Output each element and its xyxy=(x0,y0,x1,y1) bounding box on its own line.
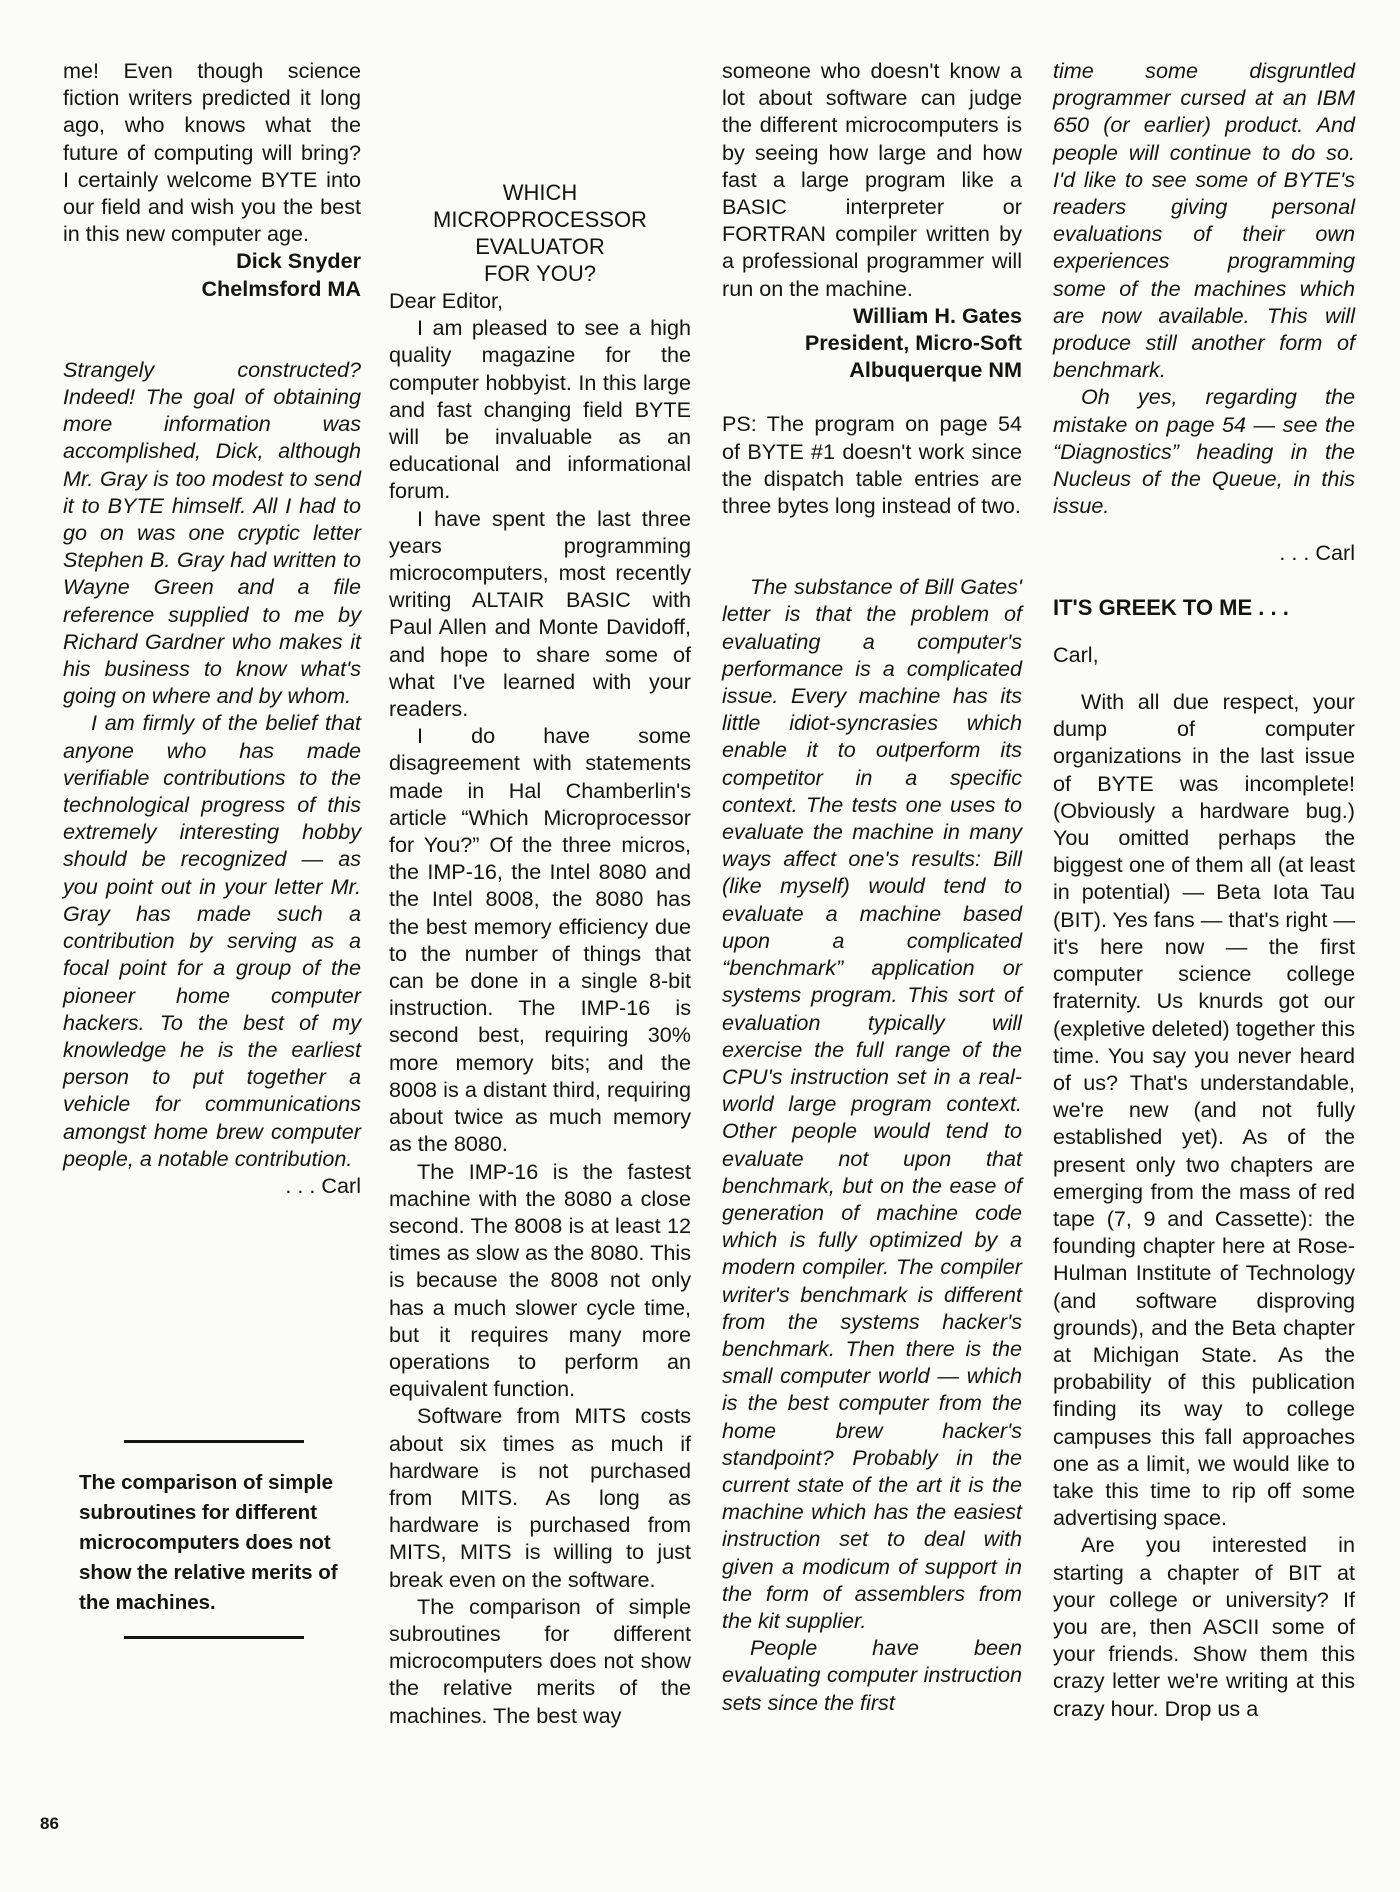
letter-paragraph: someone who doesn't know a lot about software can judge the different microcomputers is by seeing how large and how fast a large program like a BASIC interpreter or FORTRAN compiler written by a professional programmer will run on the machine. xyxy=(722,58,1022,301)
editor-reply-paragraph: time some disgruntled programmer cursed at an IBM 650 (or earlier) product. And people will continue to do so. I'd like to see some of BYTE's readers giving personal evaluations of their own experiences programming some of the machines which are now available. This will produce still another form of benchmark. xyxy=(1053,58,1355,383)
signature-dick-snyder xyxy=(63,247,361,301)
salutation: Carl, xyxy=(1053,641,1099,667)
column-4 xyxy=(1053,57,1355,1722)
signature-location: Chelmsford MA xyxy=(201,275,361,301)
heading-line: MICROPROCESSOR xyxy=(433,207,647,232)
callout-top-rule xyxy=(124,1440,304,1443)
editor-reply-paragraph: The substance of Bill Gates' letter is that the problem of evaluating a computer's performance is a complicated issue. Every machine has its little idiot-syncrasies which enable it to outperform its competitor in a specific context. The tests one uses to evaluate the machine in many ways affect one's results: Bill (like myself) would tend to evaluate a machine based upon a complicated “benchmark” application or systems program. This sort of evaluation typically will exercise the full range of the CPU's instruction set in a real-world large program context. Other people would tend to evaluate not upon that benchmark, but on the ease of generation of machine code which is fully optimized by a modern compiler. The compiler writer's benchmark is different from the systems hacker's benchmark. Then there is the small computer world — which is the best computer from the home brew hacker's standpoint? Probably in the current state of the art it is the machine which has the easiest instruction set to deal with given a modicum of support in the form of assemblers from the kit supplier. xyxy=(722,574,1022,1633)
column-1 xyxy=(63,57,361,1199)
callout-bottom-rule xyxy=(124,1636,304,1639)
heading-spacer xyxy=(389,57,691,179)
letter-paragraph: Software from MITS costs about six times as much if hardware is not purchased from MITS. As long as hardware is purchased from MITS, MITS is willing to just break even on the software. xyxy=(389,1403,691,1592)
letter-paragraph: I do have some disagreement with statements made in Hal Chamberlin's article “Which Microprocessor for You?” Of the three micros, the IMP-16, the Intel 8080 and the Intel 8008, the 8080 has the best memory efficiency due to the number of things that can be done in a single 8-bit instruction. The IMP-16 is second best, requiring 30% more memory bits; and the 8008 is a distant third, requiring about twice as much memory as the 8080. xyxy=(389,723,691,1157)
letter-closing-paragraph: me! Even though science fiction writers predicted it long ago, who knows what the future of computing will bring? I certainly welcome BYTE into our field and wish you the best in this new computer age. xyxy=(63,58,361,247)
signature-william-gates xyxy=(722,302,1022,384)
letter-paragraph: The IMP-16 is the fastest machine with the 8080 a close second. The 8008 is at least 12 times as slow as the 8080. This is because the 8008 not only has a much slower cycle time, but it requires many more operations to perform an equivalent function. xyxy=(389,1158,691,1402)
salutation: Dear Editor, xyxy=(389,288,504,313)
heading-line: EVALUATOR xyxy=(475,234,605,259)
signature-name: William H. Gates xyxy=(852,302,1022,328)
letter-paragraph: The comparison of simple subroutines for different microcomputers does not show the relative merits of the machines. The best way xyxy=(389,1593,691,1728)
signature-title: President, Micro-Soft xyxy=(804,330,1022,356)
editor-signoff: . . . Carl xyxy=(285,1172,361,1198)
page-number: 86 xyxy=(40,1814,59,1833)
pull-quote: The comparison of simple subroutines for different microcomputers does not show the relative merits of the machines. xyxy=(79,1471,338,1614)
editor-reply-paragraph: People have been evaluating computer instruction sets since the first xyxy=(722,1635,1022,1715)
editor-reply-paragraph: I am firmly of the belief that anyone who has made verifiable contributions to the technological progress of this extremely interesting hobby should be recognized — as you point out in your letter Mr. Gray has made such a contribution by serving as a focal point for a group of the pioneer home computer hackers. To the best of my knowledge he is the earliest person to put together a vehicle for communications amongst home brew computer people, a notable contribution. xyxy=(63,710,361,1171)
signature-location: Albuquerque NM xyxy=(849,357,1022,383)
column-2 xyxy=(389,57,691,1729)
column-3 xyxy=(722,57,1022,1716)
letter-paragraph: I have spent the last three years programming microcomputers, most recently writing ALTAIR BASIC with Paul Allen and Monte Davidoff, and hope to share some of what I've learned with your readers. xyxy=(389,505,691,722)
article-heading xyxy=(389,179,691,287)
signature-name: Dick Snyder xyxy=(236,248,361,274)
editor-reply-paragraph: Oh yes, regarding the mistake on page 54 — see the “Diagnostics” heading in the Nucleus of the Queue, in this issue. xyxy=(1053,384,1355,519)
heading-line: WHICH xyxy=(502,180,578,205)
letter-paragraph: With all due respect, your dump of computer organizations in the last issue of BYTE was incomplete! (Obviously a hardware bug.) You omitted perhaps the biggest one of them all (at least in potential) — Beta Iota Tau (BIT). Yes fans — that's right — it's here now — the first computer science college fraternity. Us knurds got our (expletive deleted) together this time. You say you never heard of us? That's understandable, we're new (and not fully established yet). As of the present only two chapters are emerging from the mass of red tape (7, 9 and Cassette): the founding chapter here at Rose-Hulman Institute of Technology (and software disproving grounds), and the Beta chapter at Michigan State. As the probability of this publication finding its way to college campuses this fall approaches one as a limit, we would like to take this time to rip off some advertising space. xyxy=(1053,689,1355,1531)
section-heading: IT'S GREEK TO ME . . . xyxy=(1053,594,1289,620)
letter-paragraph: Are you interested in starting a chapter of BIT at your college or university? If you are, then ASCII some of your friends. Show them this crazy letter we're writing at this crazy hour. Drop us a xyxy=(1053,1532,1355,1721)
postscript: PS: The program on page 54 of BYTE #1 doesn't work since the dispatch table entries are three bytes long instead of two. xyxy=(722,411,1022,519)
editor-reply-paragraph: Strangely constructed? Indeed! The goal of obtaining more information was accomplished, Dick, although Mr. Gray is too modest to send it to BYTE himself. All I had to go on was one cryptic letter Stephen B. Gray had written to Wayne Green and a file reference supplied to me by Richard Gardner who makes it his business to know what's going on where and by whom. xyxy=(63,356,361,709)
letter-paragraph: I am pleased to see a high quality magazine for the computer hobbyist. In this large and fast changing field BYTE will be invaluable as an educational and informational forum. xyxy=(389,315,691,504)
editor-signoff: . . . Carl xyxy=(1279,540,1355,566)
heading-line: FOR YOU? xyxy=(483,261,597,286)
